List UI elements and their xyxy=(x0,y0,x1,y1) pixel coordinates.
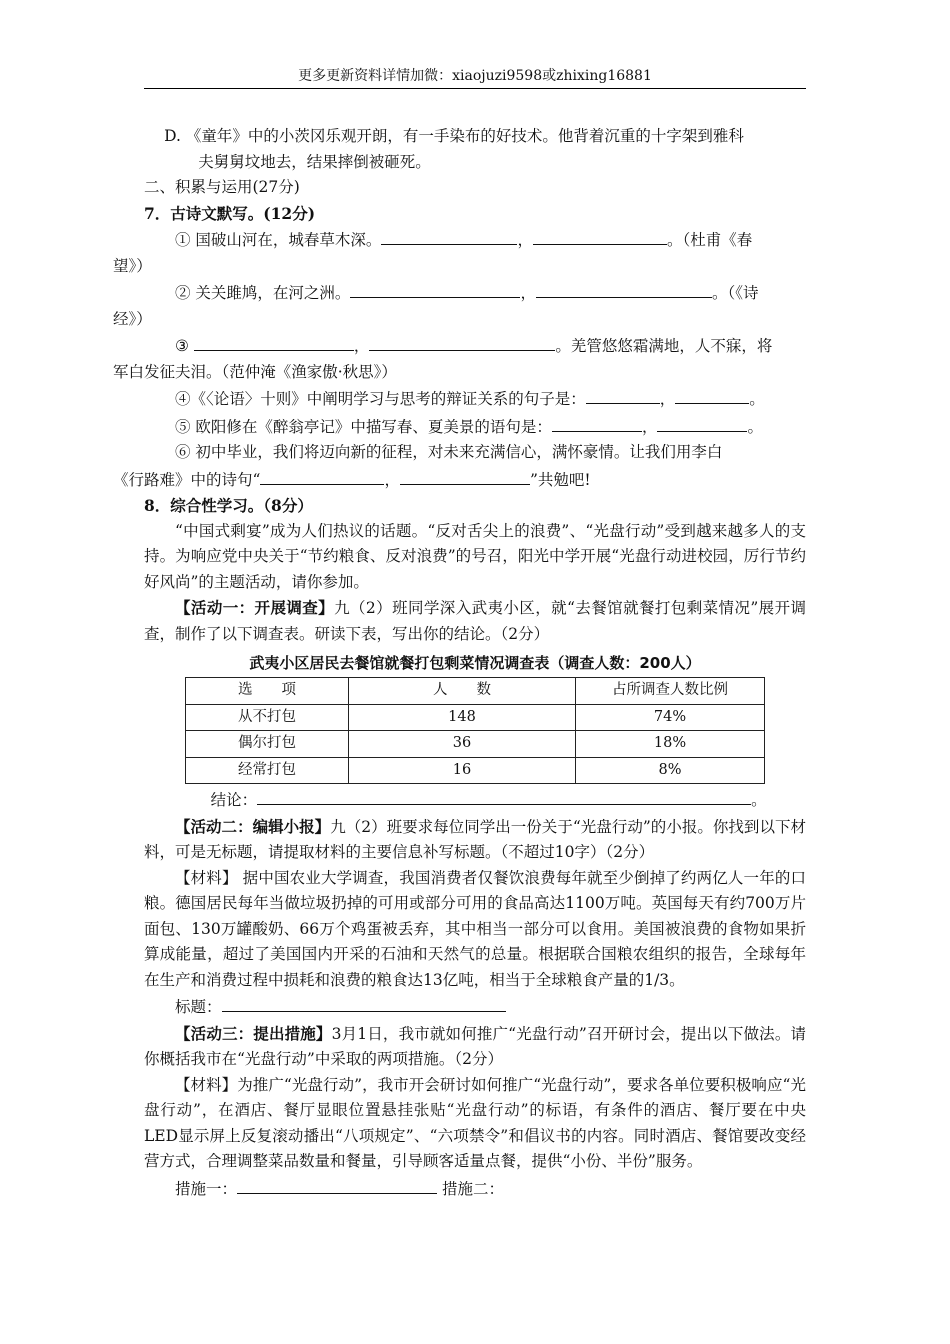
option-d-label: D. xyxy=(164,127,181,145)
q7-item5 xyxy=(144,413,806,441)
q7-item3-text: 。羌管悠悠霜满地，人不寐，将 xyxy=(555,337,773,355)
answer-blank[interactable] xyxy=(400,466,530,485)
table-header: 占所调查人数比例 xyxy=(576,678,765,705)
option-d xyxy=(144,124,806,175)
answer-blank[interactable] xyxy=(657,413,747,432)
q8-intro: “中国式剩宴”成为人们热议的话题。“反对舌尖上的浪费”、“光盘行动”受到越来越多人的支持。为响应党中央关于“节约粮食、反对浪费”的号召，阳光中学开展“光盘行动进校园，厉行节约好风尚”的主题活动，请你参加。 xyxy=(144,521,806,591)
section-title: 二、积累与运用(27分) xyxy=(144,178,300,196)
conclusion-label: 结论： xyxy=(210,791,258,809)
table-cell: 经常打包 xyxy=(186,757,349,784)
exam-content xyxy=(113,124,806,1202)
q7-item5-sep: ， xyxy=(641,417,658,436)
survey-table xyxy=(185,677,765,784)
measure-1-blank[interactable] xyxy=(237,1175,437,1194)
q7-item2-sep: ， xyxy=(520,284,536,302)
q7-item2-source-end: 经》） xyxy=(113,309,152,328)
option-d-line2: 夫舅舅坟地去，结果摔倒被砸死。 xyxy=(198,152,431,171)
activity-3-text: 3月1日，我市就如何推广“光盘行动”召开研讨会，提出以下做法。请你概括我市在“光盘行动”中采取的两项措施。（2分） xyxy=(144,1024,806,1068)
q7-item4-sep: ， xyxy=(659,390,676,408)
answer-blank[interactable] xyxy=(675,385,749,404)
q7-item6-lead: 《行路难》中的诗句“ xyxy=(113,470,261,489)
answer-blank[interactable] xyxy=(369,332,555,351)
answer-blank[interactable] xyxy=(350,279,520,298)
table-cell: 148 xyxy=(349,704,576,731)
material-2: 【材料】为推广“光盘行动”，我市开会研讨如何推广“光盘行动”，要求各单位要积极响应“光盘行动”，在酒店、餐厅显眼位置悬挂张贴“光盘行动”的标语，有条件的酒店、餐厅要在中央LED显示屏上反复滚动播出“八项规定”、“六项禁令”和倡议书的内容。同时酒店、餐馆要改变经营方式，合理调整菜品数量和餐量，引导顾客适量点餐，提供“小份、半份”服务。 xyxy=(144,1075,806,1170)
q7-item1-source-end: 望》） xyxy=(113,256,152,275)
q7-item5-text: ⑤ 欧阳修在《醉翁亭记》中描写春、夏美景的语句是： xyxy=(175,417,552,436)
q7-item2 xyxy=(113,279,806,332)
activity-1-text: 九（2）班同学深入武夷小区，就“去餐馆就餐打包剩菜情况”展开调查，制作了以下调查表。研读下表，写出你的结论。（2分） xyxy=(144,599,806,643)
q7-item2-source: 。（《诗 xyxy=(711,284,759,302)
table-header-row xyxy=(186,678,765,705)
q7-item6-end: ”共勉吧! xyxy=(529,470,591,489)
q7-item3-source: 军白发征夫泪。（范仲淹《渔家傲·秋思》） xyxy=(113,362,397,381)
table-row xyxy=(186,731,765,758)
answer-blank[interactable] xyxy=(194,332,354,351)
measure-1-label: 措施一： xyxy=(175,1179,238,1198)
page-header: 更多更新资料详情加微：xiaojuzi9598或zhixing16881 xyxy=(298,68,652,84)
answer-blank[interactable] xyxy=(586,385,660,404)
q7-item6-text: ⑥ 初中毕业，我们将迈向新的征程，对未来充满信心，满怀豪情。让我们用李白 xyxy=(175,443,723,461)
q7-item3-num: ③ xyxy=(175,337,189,355)
table-header: 选 项 xyxy=(186,678,349,705)
q7-item3 xyxy=(113,332,806,385)
activity-2-label: 【活动二：编辑小报】 xyxy=(175,816,331,836)
q7-item3-sep: ， xyxy=(353,337,370,355)
q7-item1 xyxy=(113,226,806,279)
table-cell: 从不打包 xyxy=(186,704,349,731)
q7-item6-sep: ， xyxy=(384,470,400,489)
conclusion-end: 。 xyxy=(751,791,767,809)
title-label: 标题： xyxy=(175,998,222,1016)
answer-blank[interactable] xyxy=(381,226,517,245)
table-row xyxy=(186,757,765,784)
q7-item1-sep: ， xyxy=(517,231,533,249)
q7-item1-source: 。（杜甫《春 xyxy=(666,231,753,249)
q7-item1-text: ① 国破山河在，城春草木深。 xyxy=(175,231,382,249)
table-cell: 18% xyxy=(576,731,765,758)
activity-2-text: 九（2）班要求每位同学出一份关于“光盘行动”的小报。你找到以下材料，可是无标题，请提取材料的主要信息补写标题。（不超过10字）（2分） xyxy=(144,817,806,861)
conclusion-blank[interactable] xyxy=(257,786,751,805)
q8-title: 8．综合性学习。（8分） xyxy=(144,496,313,515)
title-blank[interactable] xyxy=(222,993,506,1012)
answer-blank[interactable] xyxy=(533,226,667,245)
q7-title: 7．古诗文默写。(12分) xyxy=(144,203,316,223)
q7-item6 xyxy=(113,440,806,493)
table-row xyxy=(186,704,765,731)
activity-1-label: 【活动一：开展调查】 xyxy=(175,598,335,617)
q7-item4-text: ④《〈论语〉十则》中阐明学习与思考的辩证关系的句子是： xyxy=(175,390,586,408)
activity-3-label: 【活动三：提出措施】 xyxy=(175,1023,332,1043)
answer-blank[interactable] xyxy=(260,466,384,485)
q7-item4 xyxy=(144,385,806,413)
activity-3 xyxy=(144,1021,806,1073)
table-cell: 8% xyxy=(576,757,765,784)
material-1: 【材料】 据中国农业大学调查，我国消费者仅餐饮浪费每年就至少倒掉了约两亿人一年的口粮。德国居民每年当做垃圾扔掉的可用或部分可用的食品高达1100万吨。英国每天有约700万片面包、130万罐酸奶、66万个鸡蛋被丢弃，其中相当一部分可以食用。美国被浪费的食物如果折算成能量，超过了美国国内开采的石油和天然气的总量。根据联合国粮农组织的报告，全球每年在生产和消费过程中损耗和浪费的粮食达13亿吨，相当于全球粮食产量的1/3。 xyxy=(144,868,806,989)
answer-blank[interactable] xyxy=(536,279,712,298)
answer-blank[interactable] xyxy=(552,413,642,432)
q7-item4-end: 。 xyxy=(749,390,765,408)
title-line xyxy=(144,993,806,1021)
survey-table-title: 武夷小区居民去餐馆就餐打包剩菜情况调查表（调查人数：200人） xyxy=(249,654,701,672)
measures-line xyxy=(144,1175,806,1203)
measure-2-label: 措施二： xyxy=(441,1179,504,1198)
option-d-line1: 《童年》中的小茨冈乐观开朗，有一手染布的好技术。他背着沉重的十字架到雅科 xyxy=(185,127,744,145)
activity-2 xyxy=(144,814,806,866)
conclusion-line xyxy=(144,786,806,814)
table-header: 人 数 xyxy=(349,678,576,705)
table-cell: 16 xyxy=(349,757,576,784)
table-cell: 36 xyxy=(349,731,576,758)
table-cell: 偶尔打包 xyxy=(186,731,349,758)
activity-1 xyxy=(144,595,806,647)
header-divider xyxy=(144,88,806,89)
table-cell: 74% xyxy=(576,704,765,731)
q7-item2-text: ② 关关雎鸠，在河之洲。 xyxy=(175,284,351,302)
q7-item5-end: 。 xyxy=(747,417,763,436)
